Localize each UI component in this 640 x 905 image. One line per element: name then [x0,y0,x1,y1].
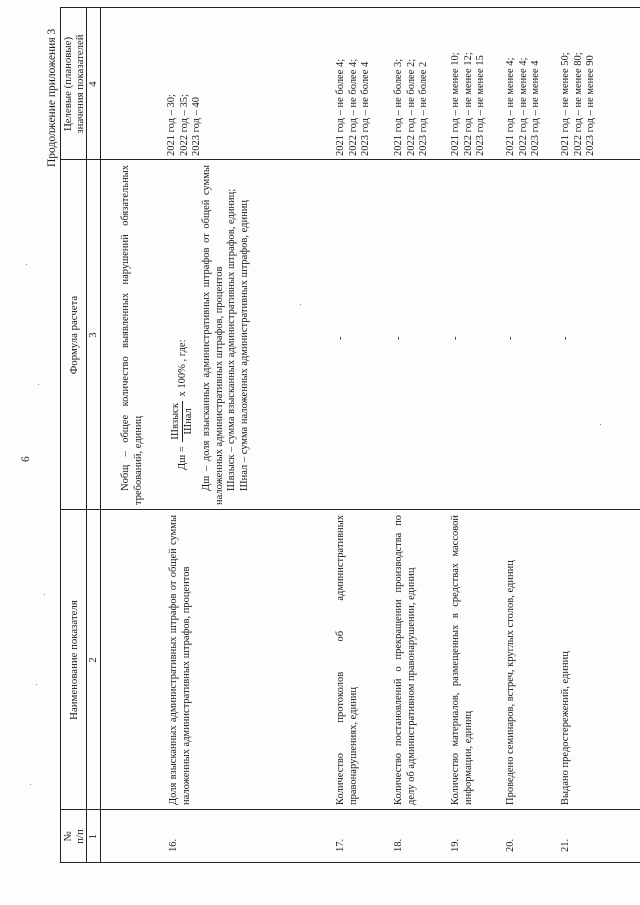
colnum-1: 1 [87,833,99,840]
row-18-number: 18. [393,838,404,852]
row-20-formula: - [505,336,516,340]
formula-rhs: х 100% , где: [176,339,188,397]
page-number: 6 [20,456,32,462]
continued-formula-text: Nобщ – общее количество выявленных нарушений обязательных требований, единиц [120,165,144,505]
formula-definition-2: Швзыск – сумма взысканных административных штрафов, единиц; [226,188,238,491]
row-17-name: Количество протоколов об административных правонарушениях, единиц [335,515,359,805]
formula-definition-1: Дш – доля взысканных административных штрафов от общей суммы наложенных административных штрафов, процентов [201,165,225,505]
row-17-formula: - [335,336,346,340]
row-18-name: Количество постановлений о прекращении производства по делу об административном правонарушении, единиц [393,515,417,805]
row-21-name: Выдано предостережений, единиц [560,651,571,805]
row-19-target: 2021 год – не менее 10; 2022 год – не менее 12; 2023 год – не менее 15 [450,52,487,156]
row-17-number: 17. [335,838,346,852]
continuation-title: Продолжение приложения 3 [46,28,58,167]
row-19-formula: - [450,336,461,340]
row-16-number: 16. [168,838,179,852]
row-16-name: Доля взысканных административных штрафов от общей суммы наложенных административных штрафов, процентов [168,515,192,805]
row-18-formula: - [393,336,404,340]
row-21-number: 21. [560,838,571,852]
row-16-formula [170,165,251,505]
colnum-2: 2 [87,657,99,663]
row-17-target: 2021 год – не более 4; 2022 год – не более 4; 2023 год – не более 4 [335,58,372,156]
formula-lhs: Дш = [176,446,188,470]
row-19-number: 19. [450,838,461,852]
row-20-number: 20. [505,838,516,852]
formula-definition-3: Шнал – сумма наложенных административных штрафов, единиц [238,200,250,491]
continued-formula-target: 2021 год – 30; 2022 год – 35; 2023 год – 40 [166,94,203,156]
row-21-formula: - [560,336,571,340]
row-20-name: Проведено семинаров, встреч, круглых столов, единиц [505,560,516,805]
row-21-target: 2021 год – не менее 50; 2022 год – не менее 80; 2023 год – не менее 90 [560,52,597,156]
row-19-name: Количество материалов, размещенных в средствах массовой информации, единиц [450,515,474,805]
header-num: № п/п [62,829,86,844]
formula-fraction: Швзыск Шнал [170,403,194,440]
colnum-3: 3 [87,332,99,338]
header-formula: Формула расчета [68,295,80,375]
header-target: Целевые (плановые) значения показателей [62,34,86,134]
row-18-target: 2021 год – не более 3; 2022 год – не более 2; 2023 год – не более 2 [393,58,430,156]
colnum-4: 4 [87,81,99,87]
row-20-target: 2021 год – не менее 4; 2022 год – не менее 4; 2023 год – не менее 4 [505,57,542,156]
header-name: Наименование показателя [68,600,80,720]
